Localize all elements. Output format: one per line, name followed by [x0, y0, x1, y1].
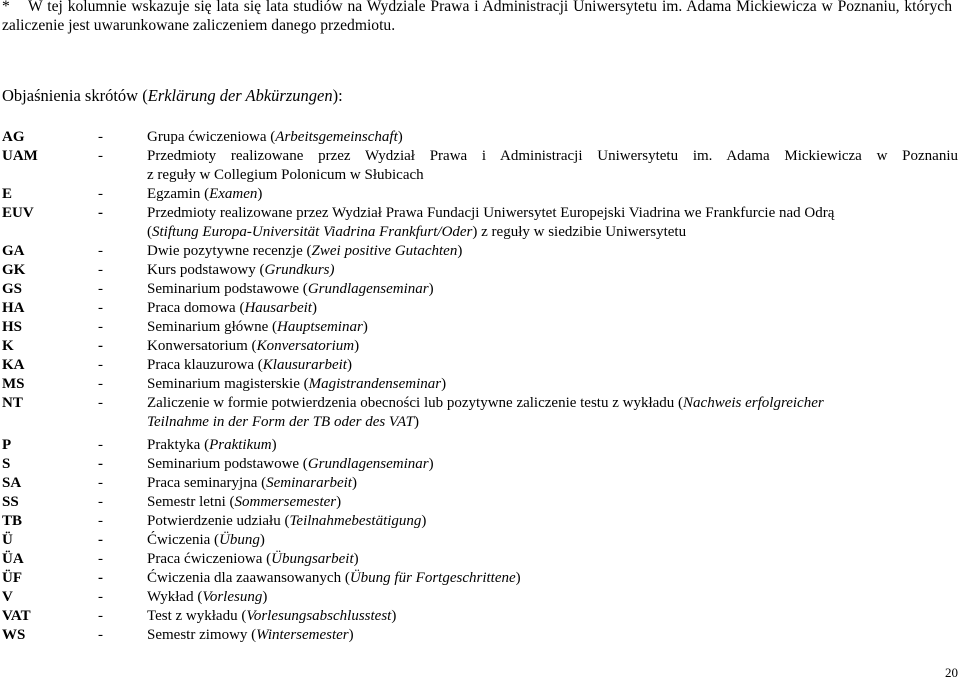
abbreviation-code: KA [2, 357, 25, 373]
description-end: ) [271, 437, 277, 453]
abbreviation-code: HS [2, 319, 23, 335]
description-german: Wintersemester [256, 627, 349, 643]
abbreviation-row-sa [2, 474, 958, 493]
separator-dash: - [98, 437, 103, 453]
abbreviation-code: GA [2, 243, 25, 259]
description-german: Konversatorium [256, 338, 355, 354]
abbreviation-code: S [2, 456, 11, 472]
description-german: Sommersemester [234, 494, 337, 510]
abbreviation-code: GS [2, 281, 23, 297]
abbreviation-description [147, 512, 958, 531]
abbreviation-description [147, 394, 958, 432]
description-german: Grundkurs) [264, 262, 335, 278]
separator-dash: - [98, 608, 103, 624]
abbreviations-heading [2, 86, 343, 106]
abbreviation-description [147, 375, 958, 394]
description-german: Teilnahmebestätigung [289, 513, 422, 529]
description-polish: Przedmioty realizowane przez Wydział Prawa i Administracji Uniwersytetu im. Adama Mickiewicza w Poznaniu [147, 148, 958, 164]
abbreviation-code: TB [2, 513, 23, 529]
footnote-text: W tej kolumnie wskazuje się lata się lata studiów na Wydziale Prawa i Administracji Uniwersytetu im. Adama Mickiewicza w Poznaniu, których zaliczenie jest uwarunkowane zaliczeniem danego przedmiotu. [2, 0, 952, 34]
description-end: ) [428, 281, 434, 297]
abbreviation-description [147, 436, 958, 455]
description-end: ) [257, 186, 263, 202]
description-polish: Egzamin ( [147, 186, 210, 202]
abbreviation-row-ua [2, 550, 958, 569]
abbreviation-code: SS [2, 494, 19, 510]
description-german: Hausarbeit [244, 300, 312, 316]
abbreviation-code: WS [2, 627, 26, 643]
abbreviation-list [2, 128, 958, 645]
description-polish: Praca klauzurowa ( [147, 357, 263, 373]
abbreviation-code: VAT [2, 608, 31, 624]
abbreviation-code: ÜF [2, 570, 22, 586]
description-polish: Seminarium podstawowe ( [147, 281, 308, 297]
description-line2 [147, 413, 958, 432]
separator-dash: - [98, 186, 103, 202]
separator-dash: - [98, 243, 103, 259]
description-german: Grundlagenseminar [307, 456, 429, 472]
separator-dash: - [98, 551, 103, 567]
abbreviation-code: E [2, 186, 13, 202]
description-polish: Seminarium podstawowe ( [147, 456, 308, 472]
abbreviation-row-ms [2, 375, 958, 394]
description-polish: Potwierdzenie udziału ( [147, 513, 290, 529]
description-end: ) [457, 243, 463, 259]
description-polish: Kurs podstawowy ( [147, 262, 265, 278]
description-german: Stiftung Europa-Universität Viadrina Frankfurt/Oder [152, 224, 473, 240]
abbreviation-code: K [2, 338, 14, 354]
abbreviation-description [147, 261, 958, 280]
abbreviation-code: AG [2, 129, 25, 145]
footnote-marker: * [2, 0, 10, 15]
description-end: ) z reguły w siedzibie Uniwersytetu [472, 224, 687, 240]
description-german: Übung [219, 532, 260, 548]
abbreviation-code: MS [2, 376, 25, 392]
abbreviation-code: GK [2, 262, 26, 278]
abbreviation-code: P [2, 437, 12, 453]
description-polish: Praca domowa ( [147, 300, 245, 316]
description-end: ) [262, 589, 268, 605]
description-end: ) [428, 456, 434, 472]
description-end: ) [311, 300, 317, 316]
separator-dash: - [98, 148, 103, 164]
description-end: ) [391, 608, 397, 624]
description-german: Seminararbeit [266, 475, 352, 491]
abbreviation-row-u [2, 531, 958, 550]
description-polish: Wykład ( [147, 589, 203, 605]
description-polish: Seminarium główne ( [147, 319, 277, 335]
separator-dash: - [98, 129, 103, 145]
abbreviation-code: NT [2, 395, 23, 411]
description-polish: Przedmioty realizowane przez Wydział Prawa Fundacji Uniwersytet Europejski Viadrina we Frankfurcie nad Odrą [147, 205, 835, 221]
separator-dash: - [98, 319, 103, 335]
abbreviation-description [147, 299, 958, 318]
heading-end: ): [332, 86, 343, 105]
abbreviation-row-uf [2, 569, 958, 588]
separator-dash: - [98, 376, 103, 392]
abbreviation-description [147, 569, 958, 588]
abbreviation-row-gk [2, 261, 958, 280]
abbreviation-description [147, 185, 958, 204]
heading-polish: Objaśnienia skrótów ( [2, 86, 148, 105]
description-german: Vorlesungsabschlusstest [246, 608, 392, 624]
description-polish: Dwie pozytywne recenzje ( [147, 243, 312, 259]
separator-dash: - [98, 395, 103, 411]
separator-dash: - [98, 475, 103, 491]
description-line2: z reguły w Collegium Polonicum w Słubicach [147, 167, 424, 183]
separator-dash: - [98, 513, 103, 529]
abbreviation-row-e [2, 185, 958, 204]
description-german: Praktikum [209, 437, 272, 453]
abbreviation-description [147, 493, 958, 512]
abbreviation-row-hs [2, 318, 958, 337]
description-end: ) [362, 319, 368, 335]
abbreviation-row-v [2, 588, 958, 607]
abbreviation-description [147, 455, 958, 474]
description-end: ) [413, 414, 419, 430]
description-german: Vorlesung [202, 589, 263, 605]
abbreviation-row-ws [2, 626, 958, 645]
description-german: Nachweis erfolgreicher [683, 395, 824, 411]
separator-dash: - [98, 205, 103, 221]
description-german: Arbeitsgemeinschaft [275, 129, 398, 145]
description-german: Übungsarbeit [271, 551, 354, 567]
separator-dash: - [98, 338, 103, 354]
description-end: ) [351, 475, 357, 491]
description-german: Grundlagenseminar [307, 281, 429, 297]
separator-dash: - [98, 627, 103, 643]
description-end: ) [346, 357, 352, 373]
description-polish: Konwersatorium ( [147, 338, 257, 354]
description-polish: Ćwiczenia dla zaawansowanych ( [147, 570, 350, 586]
description-line1 [147, 394, 958, 413]
description-polish: Seminarium magisterskie ( [147, 376, 309, 392]
description-end: ) [421, 513, 427, 529]
abbreviation-description [147, 626, 958, 645]
separator-dash: - [98, 262, 103, 278]
description-end: ) [336, 494, 342, 510]
description-end: ) [515, 570, 521, 586]
abbreviation-description [147, 531, 958, 550]
abbreviation-code: SA [2, 475, 22, 491]
abbreviation-code: EUV [2, 205, 34, 221]
abbreviation-row-s [2, 455, 958, 474]
abbreviation-code: HA [2, 300, 25, 316]
abbreviation-row-nt [2, 394, 958, 432]
abbreviation-description [147, 280, 958, 299]
description-end: ) [259, 532, 265, 548]
description-german-line2: Teilnahme in der Form der TB oder des VAT [147, 414, 414, 430]
abbreviation-row-tb [2, 512, 958, 531]
description-end: ) [354, 338, 360, 354]
abbreviation-row-vat [2, 607, 958, 626]
abbreviation-row-ha [2, 299, 958, 318]
separator-dash: - [98, 570, 103, 586]
description-end: ) [397, 129, 403, 145]
description-line2 [147, 223, 958, 242]
abbreviation-row-gs [2, 280, 958, 299]
abbreviation-row-euv [2, 204, 958, 242]
abbreviation-row-uam [2, 147, 958, 185]
abbreviation-code: V [2, 589, 13, 605]
separator-dash: - [98, 300, 103, 316]
abbreviation-description [147, 337, 958, 356]
separator-dash: - [98, 494, 103, 510]
separator-dash: - [98, 532, 103, 548]
paren-open: ( [147, 224, 152, 240]
description-german: Magistrandenseminar [308, 376, 442, 392]
description-german: Zwei positive Gutachten [311, 243, 458, 259]
abbreviation-row-ka [2, 356, 958, 375]
abbreviation-code: ÜA [2, 551, 24, 567]
description-polish: Test z wykładu ( [147, 608, 247, 624]
abbreviation-description [147, 242, 958, 261]
description-german: Examen [209, 186, 258, 202]
description-german: Übung für Fortgeschrittene [349, 570, 516, 586]
footnote [2, 0, 952, 35]
abbreviation-description [147, 147, 958, 185]
separator-dash: - [98, 589, 103, 605]
abbreviation-description [147, 356, 958, 375]
abbreviation-row-ss [2, 493, 958, 512]
abbreviation-code: Ü [2, 532, 13, 548]
description-polish: Semestr zimowy ( [147, 627, 257, 643]
abbreviation-description [147, 318, 958, 337]
description-polish: Praca seminaryjna ( [147, 475, 267, 491]
abbreviation-description [147, 607, 958, 626]
description-end: ) [441, 376, 447, 392]
abbreviation-row-k [2, 337, 958, 356]
description-german: Klausurarbeit [262, 357, 347, 373]
separator-dash: - [98, 456, 103, 472]
abbreviation-description [147, 550, 958, 569]
abbreviation-row-ga [2, 242, 958, 261]
page-number: 20 [945, 665, 958, 680]
description-polish: Zaliczenie w formie potwierdzenia obecności lub pozytywne zaliczenie testu z wykładu ( [147, 395, 684, 411]
description-polish: Praca ćwiczeniowa ( [147, 551, 272, 567]
abbreviation-row-ag [2, 128, 958, 147]
description-end: ) [348, 627, 354, 643]
description-polish: Praktyka ( [147, 437, 210, 453]
abbreviation-description [147, 588, 958, 607]
description-polish: Grupa ćwiczeniowa ( [147, 129, 276, 145]
abbreviation-description [147, 204, 958, 242]
description-polish: Semestr letni ( [147, 494, 235, 510]
abbreviation-row-p [2, 436, 958, 455]
description-polish: Ćwiczenia ( [147, 532, 220, 548]
abbreviation-description [147, 128, 958, 147]
separator-dash: - [98, 357, 103, 373]
description-german: Hauptseminar [276, 319, 363, 335]
description-end: ) [353, 551, 359, 567]
separator-dash: - [98, 281, 103, 297]
abbreviation-description [147, 474, 958, 493]
abbreviation-code: UAM [2, 148, 38, 164]
heading-german: Erklärung der Abkürzungen [147, 86, 333, 105]
